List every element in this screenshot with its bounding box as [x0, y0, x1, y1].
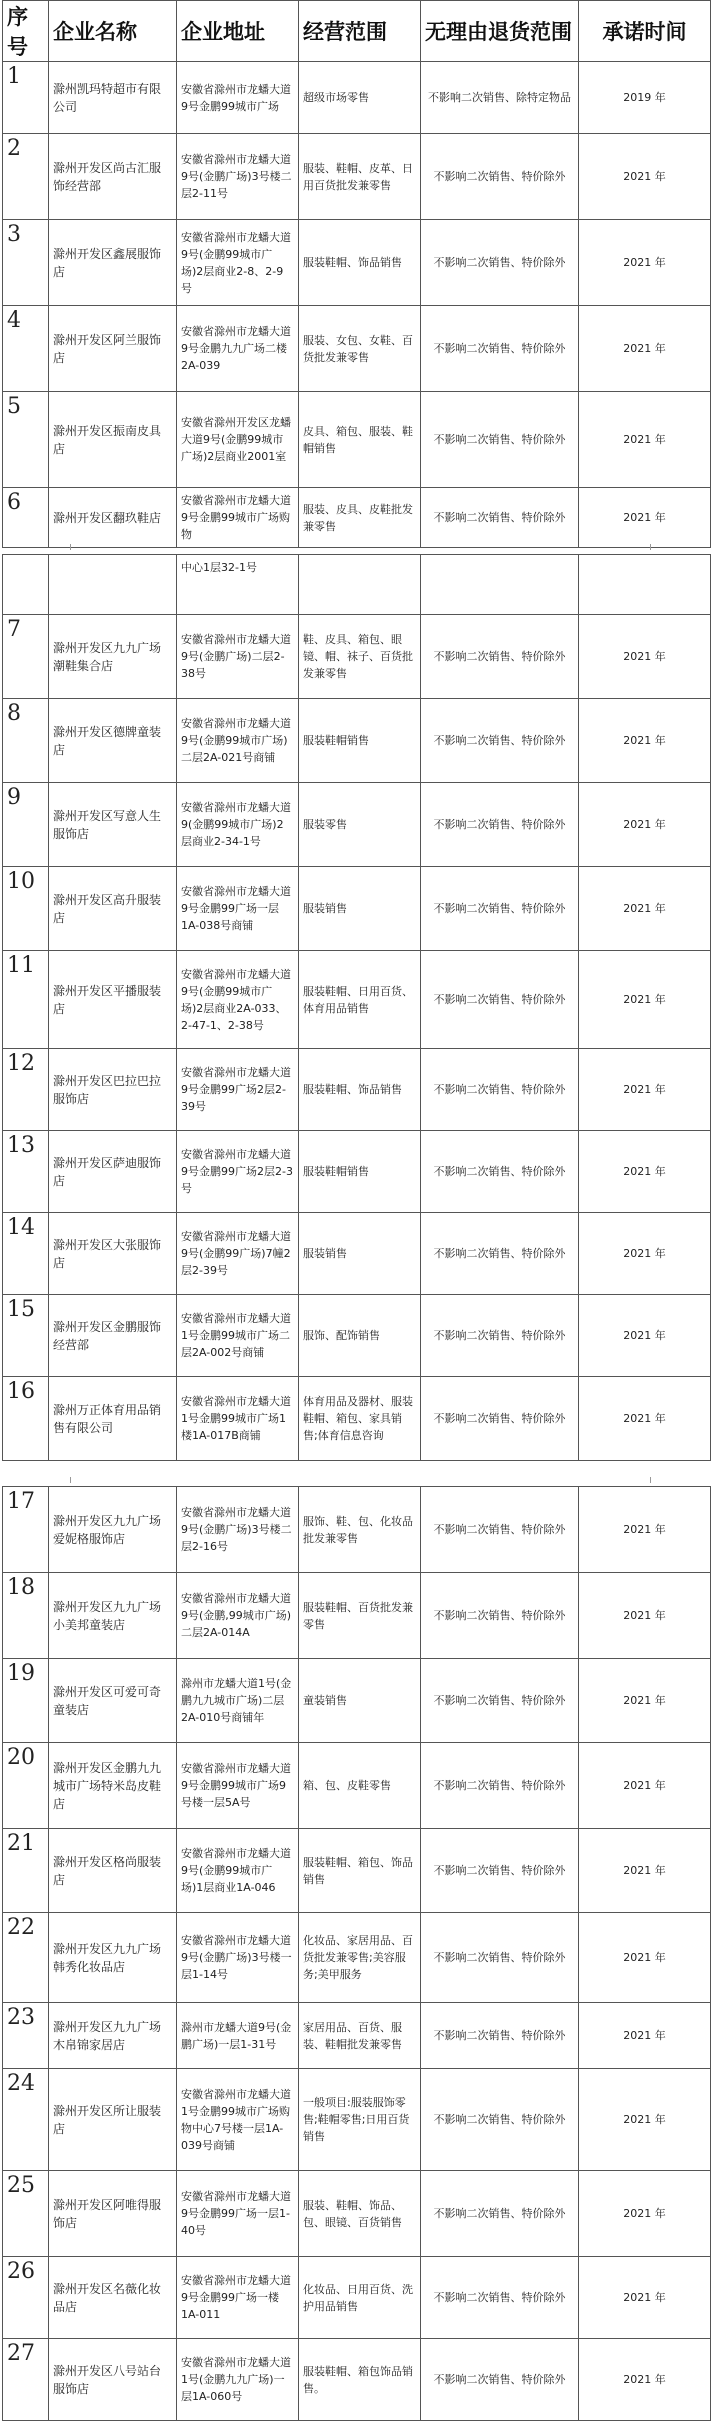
table-row: [3, 699, 711, 783]
row-business: 服装鞋帽、箱包饰品销售。: [299, 2339, 421, 2421]
page-2: [0, 554, 712, 1461]
row-date: 2021 年: [579, 2257, 711, 2339]
row-name: 滁州开发区八号站台服饰店: [49, 2339, 177, 2421]
row-business: 服装鞋帽销售: [299, 1131, 421, 1213]
table-row: [3, 1573, 711, 1659]
row-address: 安徽省滁州市龙蟠大道9号(金鹏广场)二层2-38号: [177, 615, 299, 699]
row-return-scope: 不影响二次销售、特价除外: [421, 306, 579, 392]
row-return-scope: 不影响二次销售、特价除外: [421, 1295, 579, 1377]
row-address: 安徽省滁州市龙蟠大道9号金鹏99城市广场购物: [177, 488, 299, 548]
row-address: 安徽省滁州市龙蟠大道9号(金鹏广场)3号楼二层2-16号: [177, 1487, 299, 1573]
row-return-scope: 不影响二次销售、特价除外: [421, 488, 579, 548]
row-no: 11: [3, 951, 49, 1049]
row-no: 19: [3, 1659, 49, 1743]
row-address: 安徽省滁州市龙蟠大道9号(金鹏99城市广场)二层2A-021号商铺: [177, 699, 299, 783]
row-return-scope: 不影响二次销售、特价除外: [421, 134, 579, 220]
row-address: 安徽省滁州市龙蟠大道9号金鹏99广场2层2-39号: [177, 1049, 299, 1131]
row-no: 18: [3, 1573, 49, 1659]
table-row: [3, 2003, 711, 2069]
row-business: 一般项目:服装服饰零售;鞋帽零售;日用百货销售: [299, 2069, 421, 2171]
row-name: 滁州开发区可爱可奇童装店: [49, 1659, 177, 1743]
row-business: 体育用品及器材、服装鞋帽、箱包、家具销售;体育信息咨询: [299, 1377, 421, 1461]
page-3: [0, 1486, 712, 2421]
row-name: 滁州开发区平播服装店: [49, 951, 177, 1049]
row-date: 2021 年: [579, 615, 711, 699]
row-return-scope: 不影响二次销售、特价除外: [421, 867, 579, 951]
header-row: [3, 1, 711, 62]
table-page-1: [2, 0, 711, 548]
row-return-scope: 不影响二次销售、特价除外: [421, 1049, 579, 1131]
row-return-scope: 不影响二次销售、特价除外: [421, 1829, 579, 1913]
row-date: 2021 年: [579, 1049, 711, 1131]
table-row: [3, 1131, 711, 1213]
row-no: 6: [3, 488, 49, 548]
row-date: 2021 年: [579, 1659, 711, 1743]
table-row: [3, 2171, 711, 2257]
table-row: [3, 1743, 711, 1829]
row-address: 安徽省滁州市龙蟠大道1号(金鹏九九广场)一层1A-060号: [177, 2339, 299, 2421]
row-address: 安徽省滁州市龙蟠大道9号(金鹏广场)3号楼一层1-14号: [177, 1913, 299, 2003]
header-business: 经营范围: [299, 1, 421, 62]
row-no: 21: [3, 1829, 49, 1913]
row-name: 滁州开发区阿唯得服饰店: [49, 2171, 177, 2257]
row-business: 童装销售: [299, 1659, 421, 1743]
row-business: 服饰、鞋、包、化妆品批发兼零售: [299, 1487, 421, 1573]
continuation-row: [3, 555, 711, 615]
row-return-scope: 不影响二次销售、特价除外: [421, 2003, 579, 2069]
header-address: 企业地址: [177, 1, 299, 62]
row-date: 2021 年: [579, 220, 711, 306]
table-row: [3, 1913, 711, 2003]
table-row: [3, 2257, 711, 2339]
row-no: 20: [3, 1743, 49, 1829]
row-business: 服装鞋帽、饰品销售: [299, 220, 421, 306]
row-address: 安徽省滁州市龙蟠大道9号(金鹏,99城市广场)二层2A-014A: [177, 1573, 299, 1659]
row-date: [579, 555, 711, 615]
table-row: [3, 1829, 711, 1913]
row-date: 2021 年: [579, 2339, 711, 2421]
table-page-2: [2, 554, 711, 1461]
row-name: 滁州开发区阿兰服饰店: [49, 306, 177, 392]
row-name: 滁州开发区金鹏九九城市广场特米岛皮鞋店: [49, 1743, 177, 1829]
row-address: 安徽省滁州市龙蟠大道9号金鹏99广场2层2-3号: [177, 1131, 299, 1213]
row-return-scope: 不影响二次销售、特价除外: [421, 2171, 579, 2257]
row-no: 10: [3, 867, 49, 951]
row-date: 2021 年: [579, 1377, 711, 1461]
row-business: 服装、皮具、皮鞋批发兼零售: [299, 488, 421, 548]
row-no: 22: [3, 1913, 49, 2003]
row-name: 滁州开发区振南皮具店: [49, 392, 177, 488]
row-name: 滁州开发区巴拉巴拉服饰店: [49, 1049, 177, 1131]
row-return-scope: 不影响二次销售、特价除外: [421, 1377, 579, 1461]
row-return-scope: 不影响二次销售、特价除外: [421, 392, 579, 488]
row-name: 滁州开发区翻玖鞋店: [49, 488, 177, 548]
row-name: 滁州开发区德牌童装店: [49, 699, 177, 783]
row-name: 滁州开发区格尚服装店: [49, 1829, 177, 1913]
row-address: 安徽省滁州市龙蟠大道1号金鹏99城市广场1楼1A-017B商铺: [177, 1377, 299, 1461]
row-address: 安徽省滁州市龙蟠大道9号金鹏99广场一层1A-038号商铺: [177, 867, 299, 951]
table-row: [3, 1049, 711, 1131]
row-name: 滁州开发区大张服饰店: [49, 1213, 177, 1295]
table-row: [3, 867, 711, 951]
row-address: 安徽省滁州市龙蟠大道9号(金鹏99城市广场)2层商业2A-033、2-47-1、2-38号: [177, 951, 299, 1049]
page-corner-mark: [650, 1477, 651, 1483]
row-name: 滁州开发区名薇化妆品店: [49, 2257, 177, 2339]
row-business: 箱、包、皮鞋零售: [299, 1743, 421, 1829]
table-row: [3, 2339, 711, 2421]
row-name: 滁州开发区萨迪服饰店: [49, 1131, 177, 1213]
row-return-scope: 不影响二次销售、特价除外: [421, 783, 579, 867]
row-address: 安徽省滁州市龙蟠大道9(金鹏99城市广场)2层商业2-34-1号: [177, 783, 299, 867]
table-row: [3, 2069, 711, 2171]
row-business: 服装销售: [299, 867, 421, 951]
row-return-scope: 不影响二次销售、特价除外: [421, 2257, 579, 2339]
row-return-scope: 不影响二次销售、特价除外: [421, 2339, 579, 2421]
row-no: 13: [3, 1131, 49, 1213]
row-date: 2021 年: [579, 1743, 711, 1829]
row-business: 服装鞋帽、饰品销售: [299, 1049, 421, 1131]
row-date: 2021 年: [579, 1913, 711, 2003]
row-no: 7: [3, 615, 49, 699]
row-no: 26: [3, 2257, 49, 2339]
row-name: 滁州开发区所让服装店: [49, 2069, 177, 2171]
row-name: 滁州开发区鑫展服饰店: [49, 220, 177, 306]
row-business: 服装鞋帽、箱包、饰品销售: [299, 1829, 421, 1913]
row-return-scope: [421, 555, 579, 615]
table-row: [3, 1377, 711, 1461]
row-return-scope: 不影响二次销售、除特定物品: [421, 62, 579, 134]
row-no: 14: [3, 1213, 49, 1295]
row-date: 2021 年: [579, 2171, 711, 2257]
row-return-scope: 不影响二次销售、特价除外: [421, 1487, 579, 1573]
row-business: 服装、鞋帽、皮革、日用百货批发兼零售: [299, 134, 421, 220]
row-name: 滁州凯玛特超市有限公司: [49, 62, 177, 134]
row-no: 25: [3, 2171, 49, 2257]
table-row: [3, 1295, 711, 1377]
table-row: [3, 1487, 711, 1573]
row-return-scope: 不影响二次销售、特价除外: [421, 1213, 579, 1295]
row-business: 服装鞋帽、日用百货、体育用品销售: [299, 951, 421, 1049]
row-address: 安徽省滁州市龙蟠大道9号(金鹏广场)3号楼二层2-11号: [177, 134, 299, 220]
row-business: 鞋、皮具、箱包、眼镜、帽、袜子、百货批发兼零售: [299, 615, 421, 699]
row-business: 家居用品、百货、服装、鞋帽批发兼零售: [299, 2003, 421, 2069]
row-name: 滁州开发区九九广场潮鞋集合店: [49, 615, 177, 699]
row-return-scope: 不影响二次销售、特价除外: [421, 1743, 579, 1829]
row-date: 2021 年: [579, 1829, 711, 1913]
table-row: [3, 1659, 711, 1743]
row-no: [3, 555, 49, 615]
row-name: 滁州开发区九九广场爱妮格服饰店: [49, 1487, 177, 1573]
table-row: [3, 220, 711, 306]
row-name: 滁州开发区九九广场木帛锦家居店: [49, 2003, 177, 2069]
table-row: [3, 392, 711, 488]
row-return-scope: 不影响二次销售、特价除外: [421, 1659, 579, 1743]
header-return-scope: 无理由退货范围: [421, 1, 579, 62]
row-return-scope: 不影响二次销售、特价除外: [421, 220, 579, 306]
row-address: 安徽省滁州开发区龙蟠大道9号(金鹏99城市广场)2层商业2001室: [177, 392, 299, 488]
row-return-scope: 不影响二次销售、特价除外: [421, 2069, 579, 2171]
row-name: 滁州万正体育用品销售有限公司: [49, 1377, 177, 1461]
row-business: 化妆品、家居用品、百货批发兼零售;美容服务;美甲服务: [299, 1913, 421, 2003]
row-no: 9: [3, 783, 49, 867]
row-address: 安徽省滁州市龙蟠大道1号金鹏99城市广场二层2A-002号商铺: [177, 1295, 299, 1377]
table-row: [3, 951, 711, 1049]
row-no: 15: [3, 1295, 49, 1377]
row-date: 2021 年: [579, 2069, 711, 2171]
row-business: 服装鞋帽销售: [299, 699, 421, 783]
row-business: 服装、鞋帽、饰品、包、眼镜、百货销售: [299, 2171, 421, 2257]
row-date: 2021 年: [579, 1295, 711, 1377]
row-return-scope: 不影响二次销售、特价除外: [421, 951, 579, 1049]
row-business: [299, 555, 421, 615]
row-return-scope: 不影响二次销售、特价除外: [421, 1573, 579, 1659]
row-address: 滁州市龙蟠大道9号(金鹏广场)一层1-31号: [177, 2003, 299, 2069]
page-corner-mark: [70, 544, 71, 550]
table-row: [3, 615, 711, 699]
row-date: 2021 年: [579, 392, 711, 488]
row-business: 服装鞋帽、百货批发兼零售: [299, 1573, 421, 1659]
row-address: 安徽省滁州市龙蟠大道9号(金鹏99城市广场)2层商业2-8、2-9号: [177, 220, 299, 306]
row-name: 滁州开发区尚古汇服饰经营部: [49, 134, 177, 220]
row-date: 2021 年: [579, 1487, 711, 1573]
row-no: 4: [3, 306, 49, 392]
row-date: 2021 年: [579, 1213, 711, 1295]
row-address: 安徽省滁州市龙蟠大道9号(金鹏99广场)7幢2层2-39号: [177, 1213, 299, 1295]
row-no: 3: [3, 220, 49, 306]
row-address: 安徽省滁州市龙蟠大道9号金鹏99广场一层1-40号: [177, 2171, 299, 2257]
row-return-scope: 不影响二次销售、特价除外: [421, 699, 579, 783]
row-no: 27: [3, 2339, 49, 2421]
row-business: 超级市场零售: [299, 62, 421, 134]
table-row: [3, 62, 711, 134]
row-date: 2021 年: [579, 306, 711, 392]
row-name: 滁州开发区九九广场小美邦童装店: [49, 1573, 177, 1659]
table-row: [3, 783, 711, 867]
row-return-scope: 不影响二次销售、特价除外: [421, 615, 579, 699]
row-no: 12: [3, 1049, 49, 1131]
row-address: 安徽省滁州市龙蟠大道9号金鹏99城市广场9号楼一层5A号: [177, 1743, 299, 1829]
row-address: 滁州市龙蟠大道1号(金鹏九九城市广场)二层2A-010号商铺年: [177, 1659, 299, 1743]
row-date: 2021 年: [579, 2003, 711, 2069]
row-date: 2021 年: [579, 1131, 711, 1213]
row-name: 滁州开发区写意人生服饰店: [49, 783, 177, 867]
row-no: 16: [3, 1377, 49, 1461]
row-name: [49, 555, 177, 615]
row-name: 滁州开发区高升服装店: [49, 867, 177, 951]
row-address: 安徽省滁州市龙蟠大道9号金鹏99广场一楼1A-011: [177, 2257, 299, 2339]
row-date: 2021 年: [579, 951, 711, 1049]
row-business: 化妆品、日用百货、洗护用品销售: [299, 2257, 421, 2339]
page-corner-mark: [650, 544, 651, 550]
row-address: 安徽省滁州市龙蟠大道1号金鹏99城市广场购物中心7号楼一层1A-039号商铺: [177, 2069, 299, 2171]
row-address: 中心1层32-1号: [177, 555, 299, 615]
row-no: 8: [3, 699, 49, 783]
table-row: [3, 134, 711, 220]
page-corner-mark: [70, 1477, 71, 1483]
row-date: 2021 年: [579, 699, 711, 783]
row-date: 2019 年: [579, 62, 711, 134]
row-address: 安徽省滁州市龙蟠大道9号(金鹏99城市广场)1层商业1A-046: [177, 1829, 299, 1913]
row-no: 17: [3, 1487, 49, 1573]
row-business: 服饰、配饰销售: [299, 1295, 421, 1377]
table-page-3: [2, 1486, 711, 2421]
row-no: 2: [3, 134, 49, 220]
table-row: [3, 488, 711, 548]
row-date: 2021 年: [579, 488, 711, 548]
row-name: 滁州开发区金鹏服饰经营部: [49, 1295, 177, 1377]
row-return-scope: 不影响二次销售、特价除外: [421, 1131, 579, 1213]
row-return-scope: 不影响二次销售、特价除外: [421, 1913, 579, 2003]
row-date: 2021 年: [579, 867, 711, 951]
header-name: 企业名称: [49, 1, 177, 62]
header-date: 承诺时间: [579, 1, 711, 62]
row-business: 服装零售: [299, 783, 421, 867]
row-address: 安徽省滁州市龙蟠大道9号金鹏99城市广场: [177, 62, 299, 134]
row-name: 滁州开发区九九广场韩秀化妆品店: [49, 1913, 177, 2003]
row-business: 服装销售: [299, 1213, 421, 1295]
table-row: [3, 306, 711, 392]
header-no: 序号: [3, 1, 49, 62]
table-row: [3, 1213, 711, 1295]
row-no: 24: [3, 2069, 49, 2171]
row-no: 23: [3, 2003, 49, 2069]
row-date: 2021 年: [579, 134, 711, 220]
row-no: 5: [3, 392, 49, 488]
row-address: 安徽省滁州市龙蟠大道9号金鹏九九广场二楼2A-039: [177, 306, 299, 392]
row-date: 2021 年: [579, 1573, 711, 1659]
row-business: 服装、女包、女鞋、百货批发兼零售: [299, 306, 421, 392]
row-date: 2021 年: [579, 783, 711, 867]
page-1: [0, 0, 712, 548]
row-business: 皮具、箱包、服装、鞋帽销售: [299, 392, 421, 488]
row-no: 1: [3, 62, 49, 134]
